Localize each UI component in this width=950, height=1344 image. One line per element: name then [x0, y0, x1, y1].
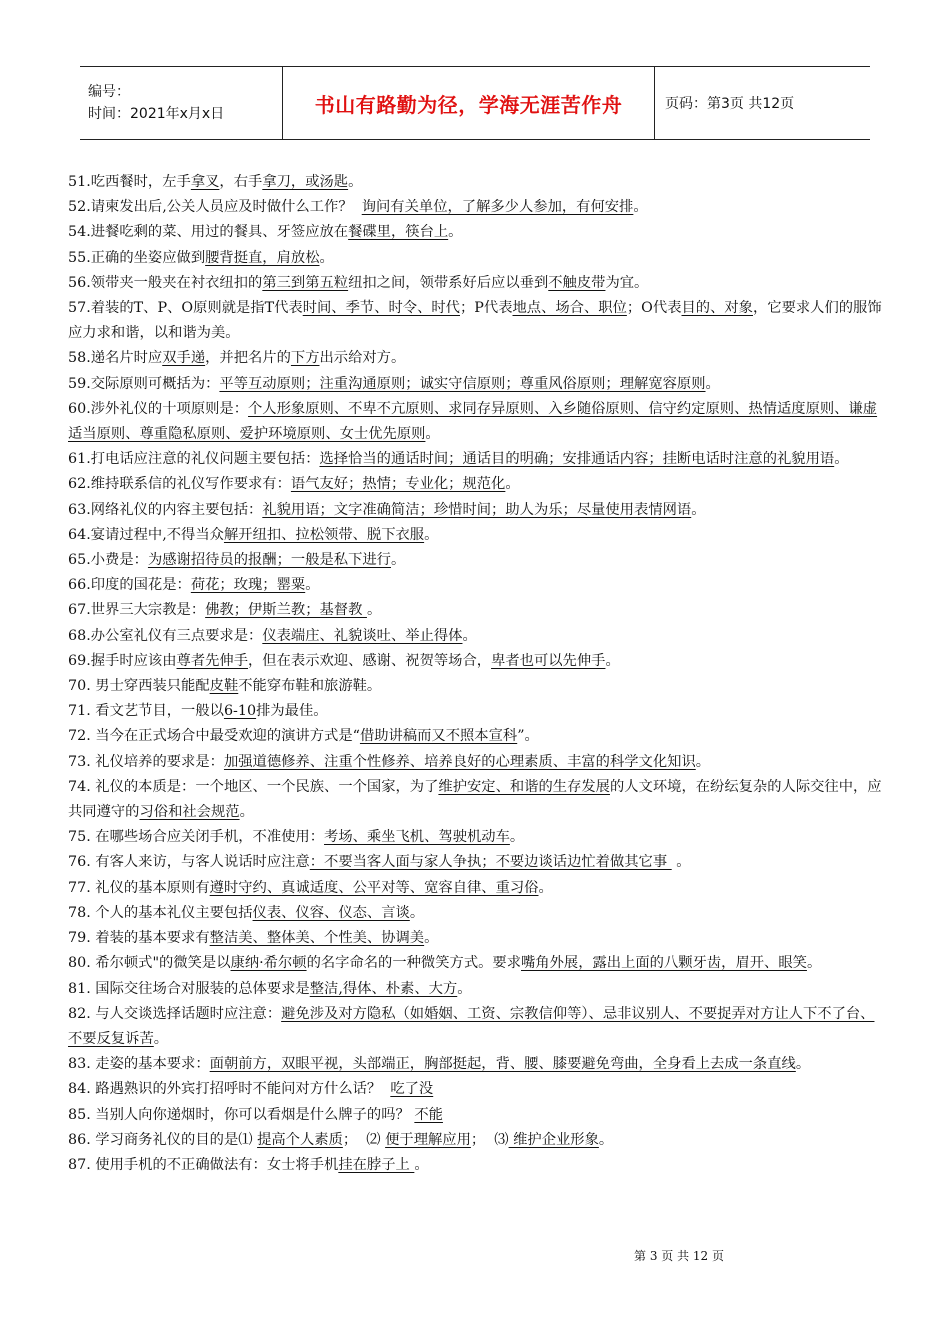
- answer-text: 考场、乘坐飞机、驾驶机动车: [324, 829, 510, 846]
- question-text: 71. 看文艺节目，一般以: [68, 703, 224, 720]
- answer-text: 整洁,得体、朴素、大方: [309, 980, 458, 997]
- page-footer: 第 3 页 共 12 页: [634, 1249, 724, 1263]
- list-item: [68, 624, 884, 649]
- list-item: [68, 775, 884, 825]
- question-text: 54.进餐吃剩的菜、用过的餐具、牙签应放在: [68, 224, 349, 241]
- question-text: 65.小费是：: [68, 552, 148, 569]
- answer-text: 下方: [290, 350, 320, 367]
- answer-text: 荷花；玫瑰；罂粟: [190, 577, 306, 594]
- question-text: 。: [390, 552, 406, 569]
- question-text: 排为最佳。: [256, 703, 328, 720]
- list-item: [68, 1128, 884, 1153]
- list-item: [68, 498, 884, 523]
- answer-text: 借助讲稿而又不照本宣科: [359, 728, 518, 745]
- question-text: 63.网络礼仪的内容主要包括：: [68, 501, 263, 518]
- question-text: 78. 个人的基本礼仪主要包括: [68, 904, 253, 921]
- question-text: 86. 学习商务礼仪的目的是⑴: [68, 1131, 258, 1148]
- answer-text: 餐碟里，筷台上: [348, 224, 449, 241]
- question-text: ，右手: [219, 174, 263, 190]
- list-item: [68, 850, 884, 875]
- answer-text: 加强道德修养、注重个性修养、培养良好的心理素质、丰富的科学文化知识: [223, 753, 696, 770]
- answer-text: 卑者也可以先伸手: [491, 652, 606, 669]
- answer-text: 康纳·希尔顿: [230, 955, 307, 972]
- list-item: [68, 271, 884, 296]
- answer-text: 遵时守约、真诚适度、公平对等、宽容自律、重习俗: [209, 879, 539, 896]
- answer-text: 仪表端庄、礼貌谈吐、举止得体: [262, 627, 463, 644]
- list-item: [68, 523, 884, 548]
- answer-text: 仪表、仪容、仪态、言谈: [252, 904, 410, 921]
- question-text: 74. 礼仪的本质是：一个地区、一个民族、一个国家，为了: [68, 778, 439, 795]
- question-text: ，并把名片的: [205, 350, 291, 367]
- question-text: 83. 走姿的基本要求：: [68, 1056, 210, 1073]
- question-text: 。: [239, 804, 254, 821]
- question-text: 64.宴请过程中,不得当众: [68, 526, 224, 543]
- question-text: 。: [605, 652, 620, 669]
- answer-text: 第三到第五粒: [262, 274, 349, 291]
- question-text: 纽扣之间，领带系好后应以垂到: [348, 274, 549, 291]
- question-text: 70. 男士穿西装只能配: [68, 678, 210, 695]
- list-item: [68, 246, 884, 271]
- question-text: 。: [598, 1131, 614, 1148]
- answer-text: 地点、场合、职位: [512, 300, 627, 317]
- list-item: [68, 195, 884, 220]
- question-text: 为宜。: [605, 274, 649, 291]
- question-text: 87. 使用手机的不正确做法有：女士将手机: [68, 1156, 339, 1173]
- answer-text: 询问有关单位，了解多少人参加，有何安排: [361, 199, 634, 216]
- list-item: [68, 926, 884, 951]
- answer-text: 时间、季节、时令、时代: [302, 300, 460, 317]
- question-text: 80. 希尔顿式"的微笑是以: [68, 955, 231, 972]
- answer-text: 吃了没: [390, 1081, 434, 1098]
- list-item: [68, 649, 884, 674]
- answer-text: 面朝前方，双眼平视，头部端正，胸部挺起，背、腰、膝要避免弯曲，全身看上去成一条直线: [209, 1056, 796, 1073]
- question-text: 。: [505, 476, 520, 493]
- answer-text: 整洁美、整体美、个性美、协调美: [209, 930, 425, 947]
- question-text: 81. 国际交往场合对服装的总体要求是: [68, 980, 310, 997]
- answer-text: 平等互动原则；注重沟通原则；诚实守信原则；尊重风俗原则；理解宽容原则: [219, 375, 706, 392]
- question-text: 72. 当今在正式场合中最受欢迎的演讲方式是“: [68, 728, 360, 745]
- question-text: 。: [305, 577, 320, 594]
- question-text: ，它要求人们的服饰应力求和谐，以和谐为美。: [68, 300, 882, 342]
- question-text: 73. 礼仪培养的要求是：: [68, 753, 224, 770]
- question-text: ； ⑶: [470, 1131, 509, 1148]
- question-text: 的人文环境，在纷纭复杂的人际交往中，应共同遵守的: [68, 778, 882, 821]
- question-text: 。: [538, 879, 553, 896]
- question-text: 60.涉外礼仪的十项原则是：: [68, 400, 249, 417]
- question-text: 。: [366, 602, 382, 619]
- list-item: [68, 901, 884, 926]
- list-item: [68, 548, 884, 573]
- answer-text: 提高个人素质: [257, 1131, 343, 1148]
- motto: 书山有路勤为径，学海无涯苦作舟: [314, 92, 623, 117]
- question-text: 57.着装的T、P、O原则就是指T代表: [68, 300, 303, 317]
- question-text: 75. 在哪些场合应关闭手机，不准使用：: [68, 829, 325, 846]
- question-text: 。: [462, 627, 477, 644]
- list-item: [68, 951, 884, 976]
- answer-text: ：不要当客人面与家人争执；不要边谈话边忙着做其它事: [309, 854, 672, 871]
- list-item: [68, 1052, 884, 1077]
- page-number-text: 页码：第3页 共12页: [665, 96, 795, 112]
- question-text: 。: [414, 1156, 429, 1173]
- question-text: 58.递名片时应: [68, 350, 163, 367]
- header-page-cell: [655, 67, 870, 139]
- question-text: ；O代表: [626, 300, 682, 317]
- time-text: 时间：2021年x月x日: [88, 106, 225, 122]
- answer-text: 便于理解应用: [385, 1131, 471, 1148]
- list-item: [68, 598, 884, 623]
- answer-text: 习俗和社会规范: [139, 804, 240, 821]
- answer-text: 礼貌用语；文字准确简洁；珍惜时间；助人为乐；尽量使用表情网语: [262, 501, 692, 518]
- list-item: [68, 750, 884, 775]
- question-text: 。: [671, 854, 691, 871]
- question-text: 79. 着装的基本要求有: [68, 930, 210, 947]
- answer-text: 挂在脖子上: [338, 1156, 415, 1173]
- list-item: [68, 674, 884, 699]
- question-text: 52.请柬发出后,公关人员应及时做什么工作？: [68, 199, 362, 216]
- answer-text: 避免涉及对方隐私（如婚姻、工资、宗教信仰等）、忌非议别人、不要捉弄对方让人下不了台、不要反复诉苦: [68, 1005, 875, 1047]
- question-text: 的名字命名的一种微笑方式。要求: [306, 955, 522, 972]
- question-text: 。: [509, 829, 525, 846]
- question-text: ”。: [517, 728, 539, 745]
- answer-text: 6-10: [223, 703, 257, 720]
- question-text: 56.领带夹一般夹在衬衣纽扣的: [68, 274, 263, 291]
- list-item: [68, 1002, 884, 1052]
- list-item: [68, 876, 884, 901]
- question-text: 。: [691, 501, 706, 518]
- list-item: [68, 573, 884, 598]
- question-text: 。: [457, 980, 472, 997]
- answer-text: 拿叉: [190, 174, 220, 190]
- question-text: 不能穿布鞋和旅游鞋。: [238, 678, 382, 695]
- answer-text: 嘴角外展，露出上面的八颗牙齿，眉开、眼笑: [521, 955, 807, 972]
- code-label: 编号：: [88, 84, 130, 100]
- list-item: [68, 1153, 884, 1178]
- answer-text: 为感谢招待员的报酬；一般是私下进行: [147, 552, 391, 569]
- question-text: 51.吃西餐时，左手: [68, 174, 191, 190]
- question-text: 。: [806, 955, 822, 972]
- answer-text: 不触皮带: [548, 274, 606, 291]
- question-text: 。: [424, 526, 439, 543]
- header-meta: [80, 67, 283, 139]
- list-item: [68, 825, 884, 850]
- question-text: 。: [695, 753, 711, 770]
- question-text: 76. 有客人来访，与客人说话时应注意: [68, 854, 310, 871]
- question-text: 。: [319, 249, 334, 266]
- question-text: ； ⑵: [342, 1131, 386, 1148]
- answer-text: 解开纽扣、拉松领带、脱下衣服: [223, 526, 425, 543]
- question-text: 。: [633, 199, 648, 216]
- question-text: 66.印度的国花是：: [68, 577, 191, 594]
- list-item: [68, 220, 884, 245]
- list-item: [68, 447, 884, 472]
- question-text: 。: [409, 904, 425, 921]
- question-text: 85. 当别人向你递烟时，你可以看烟是什么牌子的吗？: [68, 1106, 415, 1123]
- list-item: [68, 346, 884, 371]
- question-text: 。: [424, 930, 439, 947]
- question-text: 55.正确的坐姿应做到: [68, 249, 206, 266]
- question-text: 。: [153, 1030, 169, 1047]
- list-item: [68, 1077, 884, 1102]
- answer-text: 不能: [414, 1106, 443, 1123]
- list-item: [68, 472, 884, 497]
- question-text: 。: [834, 451, 849, 468]
- question-text: 。: [448, 224, 463, 241]
- question-text: 67.世界三大宗教是：: [68, 602, 206, 619]
- list-item: [68, 296, 884, 346]
- header-motto-cell: [283, 67, 655, 139]
- question-text: 。: [348, 174, 363, 190]
- answer-text: 双手递: [162, 350, 206, 367]
- list-item: [68, 699, 884, 724]
- answer-text: 拿刀，或汤匙: [262, 174, 349, 190]
- question-text: 59.交际原则可概括为：: [68, 375, 220, 392]
- page-header: [80, 66, 870, 140]
- question-text: ；P代表: [459, 300, 513, 317]
- answer-text: 选择恰当的通话时间；通话目的明确；安排通话内容；挂断电话时注意的礼貌用语: [319, 451, 835, 468]
- list-item: [68, 372, 884, 397]
- qa-list: [68, 170, 884, 1178]
- question-text: 82. 与人交谈选择话题时应注意：: [68, 1005, 282, 1022]
- question-text: 69.握手时应该由: [68, 652, 177, 669]
- question-text: ，但在表示欢迎、感谢、祝贺等场合，: [248, 652, 492, 669]
- answer-text: 佛教；伊斯兰教；基督教: [205, 602, 367, 619]
- list-item: [68, 170, 884, 195]
- answer-text: 个人形象原则、不卑不亢原则、求同存异原则、入乡随俗原则、信守约定原则、热情适度原则、谦虚适当原则、尊重隐私原则、爱护环境原则、女士优先原则: [68, 400, 878, 443]
- question-text: 。: [795, 1056, 811, 1073]
- answer-text: 目的、对象: [681, 300, 753, 317]
- answer-text: 皮鞋: [209, 678, 239, 695]
- question-text: 61.打电话应注意的礼仪问题主要包括：: [68, 451, 320, 468]
- list-item: [68, 1103, 884, 1128]
- question-text: 62.维持联系信的礼仪写作要求有：: [68, 476, 291, 493]
- question-text: 出示给对方。: [319, 350, 406, 367]
- question-text: 84. 路遇熟识的外宾打招呼时不能问对方什么话？: [68, 1081, 391, 1098]
- list-item: [68, 977, 884, 1002]
- answer-text: 维护企业形象: [508, 1131, 599, 1148]
- answer-text: 语气友好；热情；专业化；规范化: [290, 476, 506, 493]
- question-text: 68.办公室礼仪有三点要求是：: [68, 627, 263, 644]
- answer-text: 尊者先伸手: [176, 652, 249, 669]
- answer-text: 腰背挺直，肩放松: [205, 249, 320, 266]
- list-item: [68, 397, 884, 447]
- question-text: 。: [705, 375, 720, 392]
- question-text: 77. 礼仪的基本原则有: [68, 879, 210, 896]
- answer-text: 维护安定、和谐的生存发展: [438, 778, 610, 795]
- question-text: 。: [425, 426, 440, 443]
- list-item: [68, 724, 884, 749]
